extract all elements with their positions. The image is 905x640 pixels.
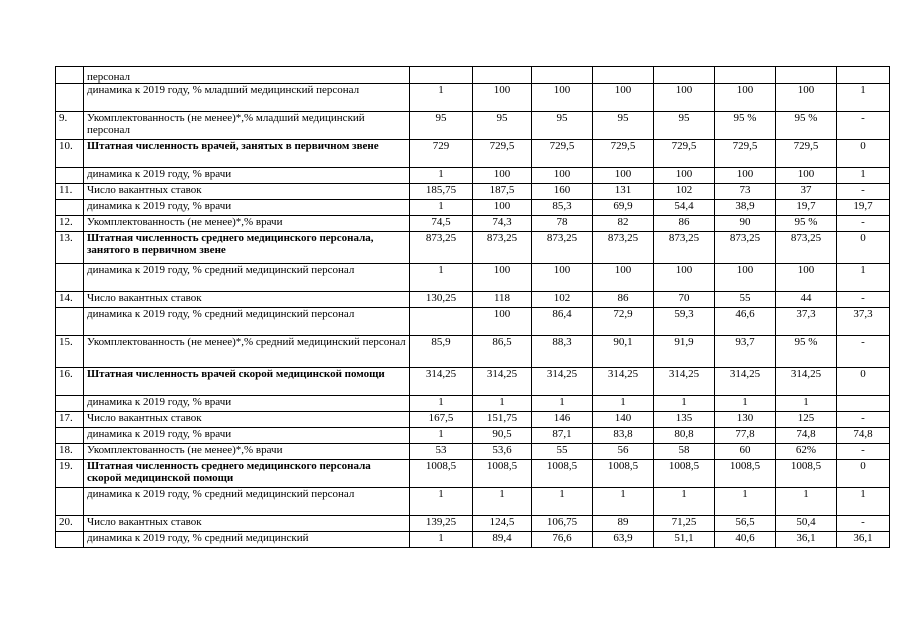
value-cell <box>473 67 532 84</box>
value-cell: 95 <box>473 112 532 140</box>
value-cell: 100 <box>473 84 532 112</box>
value-cell: 873,25 <box>715 232 776 264</box>
value-cell: 185,75 <box>410 184 473 200</box>
total-cell <box>837 67 890 84</box>
value-cell: 95 <box>654 112 715 140</box>
total-cell: - <box>837 216 890 232</box>
value-cell: 314,25 <box>473 368 532 396</box>
indicator-label: динамика к 2019 году, % врачи <box>84 168 410 184</box>
value-cell: 90,5 <box>473 428 532 444</box>
value-cell: 1008,5 <box>410 460 473 488</box>
indicator-label: Укомплектованность (не менее)*,% младший медицинский персонал <box>84 112 410 140</box>
indicator-label: динамика к 2019 году, % врачи <box>84 396 410 412</box>
value-cell: 86 <box>654 216 715 232</box>
value-cell: 100 <box>776 264 837 292</box>
value-cell: 63,9 <box>593 532 654 548</box>
total-cell: - <box>837 516 890 532</box>
value-cell: 1 <box>715 396 776 412</box>
value-cell <box>593 67 654 84</box>
value-cell: 100 <box>593 168 654 184</box>
value-cell: 46,6 <box>715 308 776 336</box>
value-cell: 100 <box>532 84 593 112</box>
value-cell: 167,5 <box>410 412 473 428</box>
value-cell: 151,75 <box>473 412 532 428</box>
row-number: 20. <box>56 516 84 532</box>
value-cell <box>410 308 473 336</box>
value-cell: 1008,5 <box>593 460 654 488</box>
table-row <box>56 67 890 84</box>
table-row <box>56 396 890 412</box>
value-cell: 135 <box>654 412 715 428</box>
indicator-label: динамика к 2019 году, % врачи <box>84 200 410 216</box>
value-cell: 37 <box>776 184 837 200</box>
total-cell: 37,3 <box>837 308 890 336</box>
value-cell: 100 <box>654 264 715 292</box>
value-cell: 76,6 <box>532 532 593 548</box>
value-cell: 139,25 <box>410 516 473 532</box>
total-cell: - <box>837 412 890 428</box>
value-cell: 102 <box>654 184 715 200</box>
value-cell: 1 <box>593 488 654 516</box>
value-cell: 100 <box>532 264 593 292</box>
row-number <box>56 200 84 216</box>
value-cell: 100 <box>593 264 654 292</box>
value-cell: 1 <box>410 84 473 112</box>
indicator-label: Укомплектованность (не менее)*,% врачи <box>84 216 410 232</box>
value-cell: 95 % <box>715 112 776 140</box>
value-cell: 130 <box>715 412 776 428</box>
value-cell: 38,9 <box>715 200 776 216</box>
value-cell: 100 <box>776 84 837 112</box>
table-row <box>56 112 890 140</box>
value-cell: 729,5 <box>776 140 837 168</box>
value-cell: 131 <box>593 184 654 200</box>
value-cell: 100 <box>593 84 654 112</box>
total-cell: - <box>837 292 890 308</box>
value-cell: 89 <box>593 516 654 532</box>
value-cell: 124,5 <box>473 516 532 532</box>
indicator-label: Штатная численность врачей, занятых в первичном звене <box>84 140 410 168</box>
row-number <box>56 308 84 336</box>
value-cell: 314,25 <box>654 368 715 396</box>
indicator-label: Число вакантных ставок <box>84 412 410 428</box>
value-cell: 93,7 <box>715 336 776 368</box>
value-cell: 729,5 <box>593 140 654 168</box>
value-cell: 729 <box>410 140 473 168</box>
value-cell: 1 <box>410 264 473 292</box>
value-cell: 1 <box>593 396 654 412</box>
value-cell: 873,25 <box>654 232 715 264</box>
table-row <box>56 308 890 336</box>
total-cell: - <box>837 444 890 460</box>
table-row <box>56 200 890 216</box>
row-number: 10. <box>56 140 84 168</box>
value-cell: 1 <box>776 396 837 412</box>
value-cell <box>776 67 837 84</box>
value-cell: 873,25 <box>410 232 473 264</box>
row-number <box>56 488 84 516</box>
row-number <box>56 168 84 184</box>
value-cell: 140 <box>593 412 654 428</box>
value-cell: 100 <box>715 264 776 292</box>
table-row <box>56 216 890 232</box>
row-number <box>56 396 84 412</box>
value-cell: 53 <box>410 444 473 460</box>
value-cell: 873,25 <box>593 232 654 264</box>
value-cell: 74,8 <box>776 428 837 444</box>
total-cell <box>837 396 890 412</box>
value-cell: 73 <box>715 184 776 200</box>
total-cell: 36,1 <box>837 532 890 548</box>
row-number <box>56 84 84 112</box>
value-cell: 86 <box>593 292 654 308</box>
value-cell: 1 <box>410 168 473 184</box>
total-cell: - <box>837 184 890 200</box>
value-cell: 102 <box>532 292 593 308</box>
value-cell: 69,9 <box>593 200 654 216</box>
value-cell: 187,5 <box>473 184 532 200</box>
value-cell: 314,25 <box>715 368 776 396</box>
value-cell: 95 % <box>776 112 837 140</box>
value-cell: 1 <box>654 488 715 516</box>
value-cell: 1 <box>654 396 715 412</box>
value-cell: 88,3 <box>532 336 593 368</box>
value-cell: 106,75 <box>532 516 593 532</box>
value-cell: 90,1 <box>593 336 654 368</box>
value-cell: 314,25 <box>410 368 473 396</box>
value-cell: 729,5 <box>532 140 593 168</box>
indicator-label: Укомплектованность (не менее)*,% средний медицинский персонал <box>84 336 410 368</box>
table-row <box>56 168 890 184</box>
row-number: 13. <box>56 232 84 264</box>
value-cell: 95 <box>593 112 654 140</box>
value-cell: 95 % <box>776 336 837 368</box>
total-cell: 0 <box>837 140 890 168</box>
indicator-label: Штатная численность среднего медицинского персонала, занятого в первичном звене <box>84 232 410 264</box>
value-cell: 100 <box>473 168 532 184</box>
total-cell: 1 <box>837 168 890 184</box>
row-number <box>56 428 84 444</box>
total-cell: 0 <box>837 232 890 264</box>
value-cell: 54,4 <box>654 200 715 216</box>
value-cell: 1 <box>473 488 532 516</box>
table-row <box>56 368 890 396</box>
value-cell: 82 <box>593 216 654 232</box>
value-cell: 1 <box>410 488 473 516</box>
value-cell: 1 <box>776 488 837 516</box>
table-row <box>56 532 890 548</box>
value-cell: 74,5 <box>410 216 473 232</box>
total-cell: 1 <box>837 488 890 516</box>
table-row <box>56 428 890 444</box>
value-cell: 100 <box>715 168 776 184</box>
value-cell: 55 <box>532 444 593 460</box>
table-row <box>56 336 890 368</box>
table-row <box>56 516 890 532</box>
row-number: 19. <box>56 460 84 488</box>
value-cell: 100 <box>532 168 593 184</box>
value-cell: 19,7 <box>776 200 837 216</box>
value-cell: 100 <box>776 168 837 184</box>
value-cell: 873,25 <box>532 232 593 264</box>
value-cell: 87,1 <box>532 428 593 444</box>
value-cell: 1 <box>473 396 532 412</box>
total-cell: - <box>837 336 890 368</box>
value-cell: 70 <box>654 292 715 308</box>
value-cell <box>410 67 473 84</box>
data-table <box>55 66 890 548</box>
value-cell: 58 <box>654 444 715 460</box>
row-number: 12. <box>56 216 84 232</box>
value-cell: 1008,5 <box>654 460 715 488</box>
total-cell: 19,7 <box>837 200 890 216</box>
value-cell: 53,6 <box>473 444 532 460</box>
table-row <box>56 460 890 488</box>
table-row <box>56 264 890 292</box>
value-cell: 130,25 <box>410 292 473 308</box>
row-number: 11. <box>56 184 84 200</box>
indicator-label: Штатная численность врачей скорой медицинской помощи <box>84 368 410 396</box>
value-cell: 80,8 <box>654 428 715 444</box>
indicator-label: динамика к 2019 году, % средний медицинский персонал <box>84 308 410 336</box>
value-cell: 729,5 <box>654 140 715 168</box>
table-row <box>56 488 890 516</box>
row-number: 9. <box>56 112 84 140</box>
row-number <box>56 532 84 548</box>
value-cell: 1 <box>532 488 593 516</box>
value-cell: 100 <box>473 264 532 292</box>
value-cell: 50,4 <box>776 516 837 532</box>
row-number: 14. <box>56 292 84 308</box>
row-number: 15. <box>56 336 84 368</box>
value-cell: 77,8 <box>715 428 776 444</box>
row-number: 17. <box>56 412 84 428</box>
total-cell: - <box>837 112 890 140</box>
value-cell: 100 <box>473 200 532 216</box>
row-number <box>56 67 84 84</box>
value-cell: 85,9 <box>410 336 473 368</box>
value-cell: 146 <box>532 412 593 428</box>
value-cell: 1008,5 <box>532 460 593 488</box>
value-cell: 37,3 <box>776 308 837 336</box>
value-cell: 1 <box>715 488 776 516</box>
indicator-label: Число вакантных ставок <box>84 516 410 532</box>
value-cell: 314,25 <box>776 368 837 396</box>
indicator-label: динамика к 2019 году, % средний медицинский персонал <box>84 488 410 516</box>
value-cell: 90 <box>715 216 776 232</box>
value-cell: 95 % <box>776 216 837 232</box>
value-cell: 729,5 <box>715 140 776 168</box>
total-cell: 1 <box>837 84 890 112</box>
value-cell: 100 <box>715 84 776 112</box>
value-cell: 1 <box>410 428 473 444</box>
value-cell: 1 <box>410 532 473 548</box>
indicator-label: динамика к 2019 году, % средний медицинский <box>84 532 410 548</box>
value-cell: 1008,5 <box>715 460 776 488</box>
value-cell: 60 <box>715 444 776 460</box>
row-number: 16. <box>56 368 84 396</box>
value-cell: 85,3 <box>532 200 593 216</box>
value-cell: 1008,5 <box>473 460 532 488</box>
row-number <box>56 264 84 292</box>
value-cell: 1 <box>410 200 473 216</box>
value-cell: 83,8 <box>593 428 654 444</box>
indicator-label: динамика к 2019 году, % врачи <box>84 428 410 444</box>
table-row <box>56 444 890 460</box>
value-cell: 125 <box>776 412 837 428</box>
value-cell: 44 <box>776 292 837 308</box>
value-cell: 55 <box>715 292 776 308</box>
value-cell: 1008,5 <box>776 460 837 488</box>
value-cell: 78 <box>532 216 593 232</box>
value-cell: 59,3 <box>654 308 715 336</box>
indicator-label: Штатная численность среднего медицинского персонала скорой медицинской помощи <box>84 460 410 488</box>
value-cell: 95 <box>532 112 593 140</box>
value-cell: 62% <box>776 444 837 460</box>
table-row <box>56 184 890 200</box>
value-cell: 729,5 <box>473 140 532 168</box>
value-cell: 91,9 <box>654 336 715 368</box>
value-cell: 40,6 <box>715 532 776 548</box>
value-cell: 100 <box>654 168 715 184</box>
value-cell: 100 <box>473 308 532 336</box>
value-cell: 72,9 <box>593 308 654 336</box>
value-cell: 74,3 <box>473 216 532 232</box>
value-cell: 36,1 <box>776 532 837 548</box>
value-cell: 100 <box>654 84 715 112</box>
value-cell: 118 <box>473 292 532 308</box>
total-cell: 1 <box>837 264 890 292</box>
indicator-label: Укомплектованность (не менее)*,% врачи <box>84 444 410 460</box>
value-cell: 1 <box>410 396 473 412</box>
table-row <box>56 232 890 264</box>
table-body <box>56 67 890 548</box>
value-cell: 314,25 <box>532 368 593 396</box>
table-row <box>56 412 890 428</box>
total-cell: 0 <box>837 460 890 488</box>
total-cell: 74,8 <box>837 428 890 444</box>
indicator-label: персонал <box>84 67 410 84</box>
indicator-label: Число вакантных ставок <box>84 184 410 200</box>
indicator-label: динамика к 2019 году, % младший медицинский персонал <box>84 84 410 112</box>
value-cell: 873,25 <box>473 232 532 264</box>
value-cell: 51,1 <box>654 532 715 548</box>
value-cell: 86,4 <box>532 308 593 336</box>
table-row <box>56 84 890 112</box>
indicator-label: Число вакантных ставок <box>84 292 410 308</box>
indicator-label: динамика к 2019 году, % средний медицинский персонал <box>84 264 410 292</box>
value-cell: 160 <box>532 184 593 200</box>
value-cell <box>532 67 593 84</box>
value-cell: 89,4 <box>473 532 532 548</box>
value-cell: 314,25 <box>593 368 654 396</box>
total-cell: 0 <box>837 368 890 396</box>
value-cell: 56,5 <box>715 516 776 532</box>
value-cell <box>715 67 776 84</box>
value-cell: 56 <box>593 444 654 460</box>
value-cell: 86,5 <box>473 336 532 368</box>
table-row <box>56 292 890 308</box>
value-cell: 873,25 <box>776 232 837 264</box>
row-number: 18. <box>56 444 84 460</box>
value-cell: 1 <box>532 396 593 412</box>
value-cell: 95 <box>410 112 473 140</box>
value-cell: 71,25 <box>654 516 715 532</box>
table-row <box>56 140 890 168</box>
value-cell <box>654 67 715 84</box>
